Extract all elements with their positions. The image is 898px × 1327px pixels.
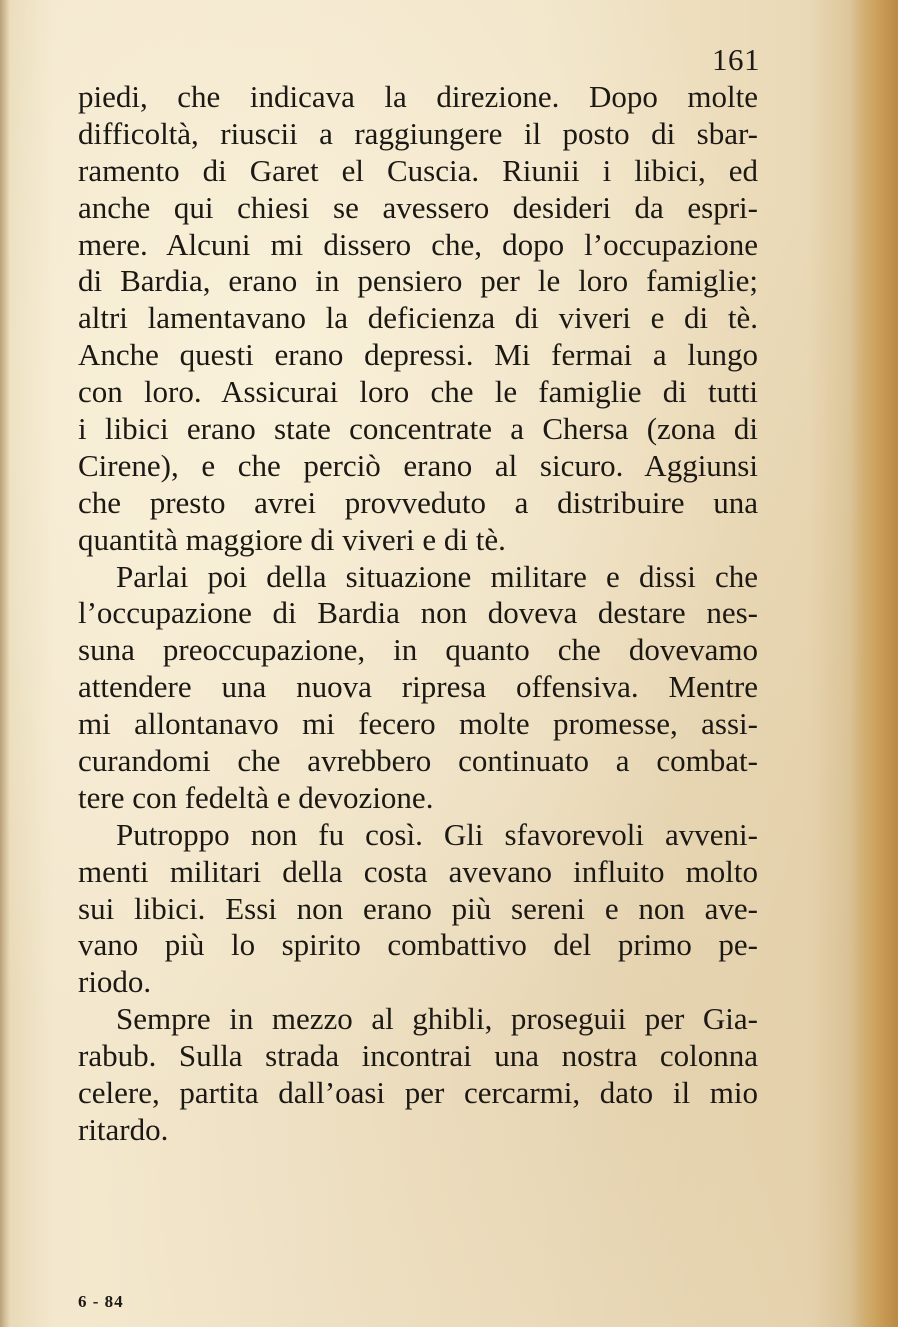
text-line: con loro. Assicurai loro che le famiglie di tutti — [78, 374, 758, 410]
text-line: mere. Alcuni mi dissero che, dopo l’occupazione — [78, 226, 758, 262]
text-line: Sempre in mezzo al ghibli, proseguii per Gia- — [116, 1001, 758, 1037]
body-text — [78, 79, 758, 1149]
text-line: anche qui chiesi se avessero desideri da espri- — [78, 189, 758, 225]
text-line: suna preoccupazione, in quanto che dovevamo — [78, 632, 758, 668]
text-line: quantità maggiore di viveri e di tè. — [78, 521, 506, 557]
text-line: Anche questi erano depressi. Mi fermai a lungo — [78, 337, 758, 373]
text-line: l’occupazione di Bardia non doveva destare nes- — [78, 595, 758, 631]
page-right-edge-shadow — [850, 0, 898, 1327]
text-line: ramento di Garet el Cuscia. Riunii i libici, ed — [78, 152, 758, 188]
printer-signature-mark: 6 - 84 — [78, 1292, 124, 1311]
page-left-edge — [0, 0, 10, 1327]
text-line: difficoltà, riuscii a raggiungere il posto di sbar- — [78, 115, 758, 151]
text-line: riodo. — [78, 964, 152, 1000]
text-line: Parlai poi della situazione militare e dissi che — [116, 558, 758, 594]
text-line: piedi, che indicava la direzione. Dopo molte — [78, 79, 758, 114]
text-line: menti militari della costa avevano influito molto — [78, 853, 758, 889]
text-line: vano più lo spirito combattivo del primo pe- — [78, 927, 758, 963]
text-line: celere, partita dall’oasi per cercarmi, dato il mio — [78, 1075, 758, 1111]
text-line: ritardo. — [78, 1111, 169, 1147]
text-line: i libici erano state concentrate a Chersa (zona di — [78, 411, 758, 447]
text-line: mi allontanavo mi fecero molte promesse, assi- — [78, 706, 758, 742]
text-line: Putroppo non fu così. Gli sfavorevoli avveni- — [116, 816, 758, 852]
text-line: sui libici. Essi non erano più sereni e non ave- — [78, 890, 758, 926]
text-line: di Bardia, erano in pensiero per le loro famiglie; — [78, 263, 758, 299]
page-number: 161 — [712, 42, 760, 77]
text-line: che presto avrei provveduto a distribuire una — [78, 484, 758, 520]
text-line: tere con fedeltà e devozione. — [78, 779, 434, 815]
text-line: attendere una nuova ripresa offensiva. Mentre — [78, 669, 758, 705]
text-line: rabub. Sulla strada incontrai una nostra colonna — [78, 1038, 758, 1074]
text-line: altri lamentavano la deficienza di viveri e di tè. — [78, 300, 758, 336]
text-line: Cirene), e che perciò erano al sicuro. Aggiunsi — [78, 447, 758, 483]
text-line: curandomi che avrebbero continuato a combat- — [78, 743, 758, 779]
